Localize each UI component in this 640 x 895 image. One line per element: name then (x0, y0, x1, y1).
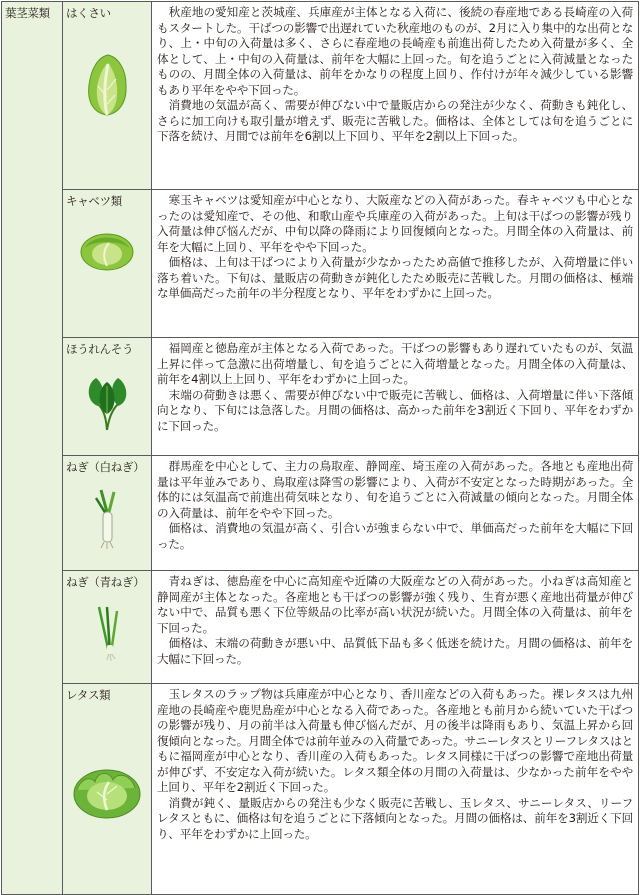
description-paragraph: 福岡産と徳島産が主体となる入荷であった。干ばつの影響もあり遅れていたものが、気温上昇に伴って急激に出荷増量し、旬を追うごとに入荷増量となった。月間全体の入荷量は、前年を4割以上上回り、平年をわずかに上回った。 (157, 341, 633, 386)
table-row (2, 684, 639, 895)
vegetable-name: ねぎ（白ねぎ） (66, 460, 145, 474)
description-paragraph: 末端の荷動きは悪く、需要が伸びない中で販売に苦戦し、価格は、入荷増量に伴い下落傾向となり、下旬には急落した。月間の価格は、高かった前年を3割近く下回り、平年をわずかに下回った。 (157, 387, 633, 433)
description-cell (152, 684, 639, 895)
vegetable-name-cell (63, 2, 152, 190)
category-label: 葉茎菜類 (5, 6, 50, 20)
description-cell (152, 571, 639, 684)
vegetable-name-cell (63, 456, 152, 571)
vegetable-name-cell (63, 338, 152, 456)
vegetable-name: レタス類 (66, 688, 111, 702)
vegetable-name: はくさい (66, 6, 111, 20)
green-onion-icon (87, 605, 127, 663)
table-row (2, 456, 639, 571)
description-paragraph: 価格は、末端の荷動きが悪い中、品質低下品も多く低迷を続けた。月間の価格は、前年を大幅に下回った。 (157, 636, 633, 666)
description-paragraph: 価格は、上旬は干ばつにより入荷量が少なかったため高値で推移したが、入荷増量に伴い落ち着いた。下旬は、量販店の荷動きが鈍化したため販売に苦戦した。月間の価格は、極端な単価高だった前年の半分程度となり、平年をわずかに上回った。 (157, 255, 633, 300)
description-paragraph: 価格は、消費地の気温が高く、引合いが強まらない中で、単価高だった前年を大幅に下回った。 (157, 521, 633, 551)
description-cell (152, 338, 639, 456)
table-row (2, 571, 639, 684)
description-paragraph: 青ねぎは、徳島産を中心に高知産や近隣の大阪産などの入荷があった。小ねぎは高知産と静岡産が主体となった。各産地とも干ばつの影響が強く残り、生育が悪く産地出荷量が伸びない中で、品質も悪く下位等級品の比率が高い状況が続いた。月間全体の入荷量は、前年を下回った。 (157, 574, 633, 635)
description-cell (152, 456, 639, 571)
description-paragraph: 玉レタスのラップ物は兵庫産が中心となり、香川産などの入荷もあった。裸レタスは九州産地の長崎産や鹿児島産が中心となる入荷であった。各産地とも前月から続いていた干ばつの影響が残り、月の前半は入荷量も伸び悩んだが、月の後半は降雨もあり、気温上昇から回復傾向となった。月間全体では前年並みの入荷量であった。サニーレタスとリーフレタスはともに福岡産が中心となり、香川産の入荷もあった。レタス同様に干ばつの影響で産地出荷量が伸びず、不安定な入荷が続いた。レタス類全体の月間の入荷量は、少なかった前年をやや上回り、平年を2割近く下回った。 (157, 687, 633, 794)
table-row (2, 338, 639, 456)
vegetable-name-cell (63, 190, 152, 338)
category-cell (2, 2, 63, 895)
napa-cabbage-icon (82, 52, 132, 118)
description-paragraph: 寒玉キャベツは愛知産が中心となり、大阪産などの入荷があった。春キャベツも中心となったのは愛知産で、その他、和歌山産や兵庫産の入荷があった。上旬は干ばつの影響が残り入荷量は伸び悩んだが、中旬以降の降雨により回復傾向となった。月間全体の入荷量は、前年を大幅に上回り、平年をやや下回った。 (157, 193, 633, 254)
vegetable-name: キャベツ類 (66, 194, 122, 208)
vegetable-report-table (1, 1, 639, 895)
vegetable-name-cell (63, 684, 152, 895)
description-paragraph: 消費地の気温が高く、需要が伸びない中で量販店からの発注が少なく、荷動きも鈍化し、さらに加工向けも取引量が増えず、販売に苦戦した。価格は、全体としては旬を追うごとに下落を続け、月間では前年を6割以上下回り、平年を2割以上下回った。 (157, 98, 633, 143)
description-cell (152, 2, 639, 190)
vegetable-name: ねぎ（青ねぎ） (66, 575, 145, 589)
vegetable-name: ほうれんそう (66, 342, 134, 356)
description-paragraph: 消費が鈍く、量販店からの発注も少なく販売に苦戦し、玉レタス、サニーレタス、リーフレタスともに、価格は旬を追うごとに下落傾向となった。月間の価格は、前年を3割近く下回り、平年をわずかに上回った。 (157, 795, 633, 841)
table-row (2, 2, 639, 190)
description-paragraph: 秋産地の愛知産と茨城産、兵庫産が主体となる入荷に、後続の春産地である長崎産の入荷もスタートした。干ばつの影響で出遅れていた秋産地のものが、2月に入り集中的な出荷となり、上・中旬の入荷量は多く、さらに春産地の長崎産も前進出荷したため入荷量が多く、全体として、上・中旬の入荷量は、前年を大幅に上回った。旬を追うごとに入荷減量となったものの、月間全体の入荷量は、前年をかなりの程度上回り、作付けが年々減少している影響もあり平年をやや下回った。 (157, 5, 633, 97)
lettuce-icon (71, 760, 143, 820)
vegetable-name-cell (63, 571, 152, 684)
table-row (2, 190, 639, 338)
description-paragraph: 群馬産を中心として、主力の鳥取産、静岡産、埼玉産の入荷があった。各地とも産地出荷量は平年並みであり、鳥取産は降雪の影響により、入荷が不安定となった時期があった。全体的には気温高で前進出荷気味となり、旬を追うごとに入荷減量の傾向となった。月間全体の入荷量は、前年をやや下回った。 (157, 459, 633, 520)
description-cell (152, 190, 639, 338)
white-leek-icon (87, 488, 127, 550)
cabbage-icon (79, 226, 135, 272)
spinach-icon (84, 374, 130, 432)
